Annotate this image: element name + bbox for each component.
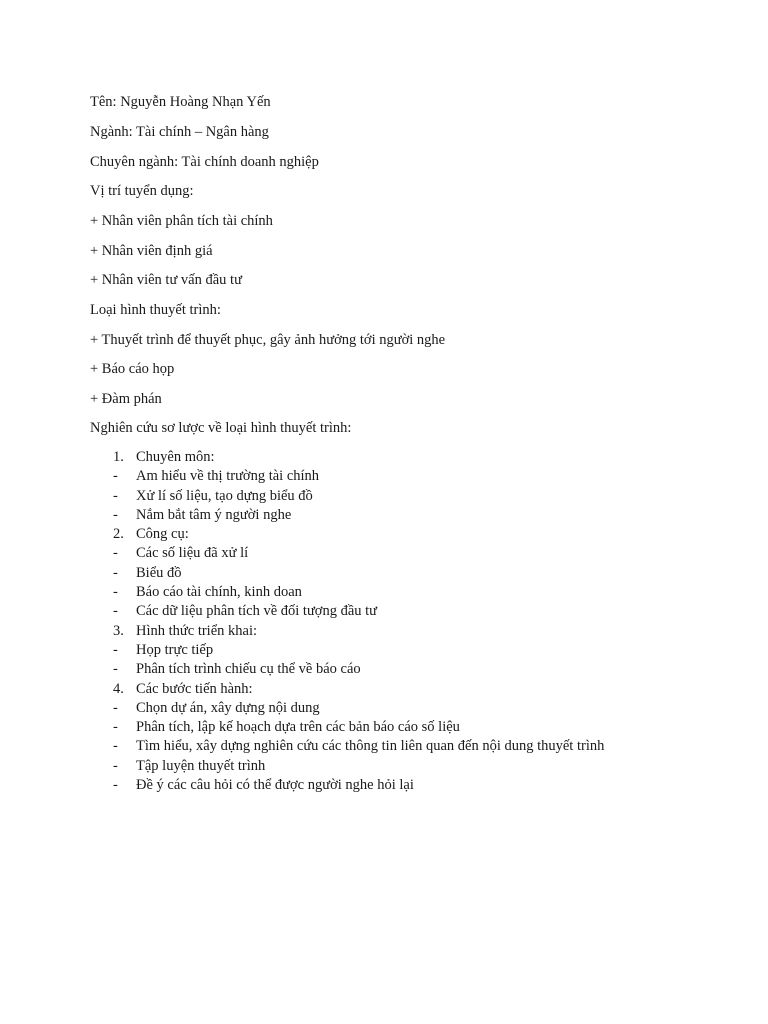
list-item <box>0 525 768 544</box>
position-item: + Nhân viên tư vấn đầu tư <box>90 272 242 288</box>
list-marker: - <box>113 719 118 736</box>
specialization-line: Chuyên ngành: Tài chính doanh nghiệp <box>90 154 319 170</box>
list-item <box>0 622 768 641</box>
list-marker: 1. <box>113 449 124 465</box>
list-item <box>0 641 768 660</box>
list-item-text: Phân tích, lập kế hoạch dựa trên các bản báo cáo số liệu <box>136 719 460 736</box>
presentation-type-item: + Đàm phán <box>90 391 162 407</box>
list-item-text: Các dữ liệu phân tích về đối tượng đầu tư <box>136 603 378 620</box>
list-item <box>0 564 768 583</box>
list-marker: - <box>113 699 118 716</box>
list-item <box>0 506 768 525</box>
list-item <box>0 467 768 486</box>
positions-heading: Vị trí tuyển dụng: <box>90 183 194 199</box>
list-marker: 4. <box>113 680 124 697</box>
presentation-type-item: + Báo cáo họp <box>90 361 175 377</box>
position-item: + Nhân viên định giá <box>90 243 213 259</box>
list-item-text: Hình thức triển khai: <box>136 622 258 639</box>
list-item-text: Tập luyện thuyết trình <box>136 757 266 774</box>
list-item <box>0 757 768 776</box>
list-item <box>0 487 768 506</box>
list-marker: - <box>113 603 118 620</box>
list-item <box>0 776 768 795</box>
list-item-text: Công cụ: <box>136 526 189 543</box>
major-line: Ngành: Tài chính – Ngân hàng <box>90 124 269 140</box>
list-marker: - <box>113 584 118 601</box>
list-item-text: Chuyên môn: <box>136 449 215 465</box>
presentation-types-heading: Loại hình thuyết trình: <box>90 302 221 318</box>
name-line: Tên: Nguyễn Hoàng Nhạn Yến <box>90 94 271 110</box>
list-item <box>0 544 768 563</box>
list-item-text: Họp trực tiếp <box>136 641 214 658</box>
list-marker: 2. <box>113 526 124 543</box>
list-marker: - <box>113 738 118 755</box>
list-marker: - <box>113 661 118 678</box>
list-item-text: Phân tích trình chiếu cụ thể về báo cáo <box>136 661 361 678</box>
list-marker: - <box>113 468 118 485</box>
list-item <box>0 680 768 699</box>
list-item <box>0 602 768 621</box>
list-item <box>0 699 768 718</box>
list-item-text: Các bước tiến hành: <box>136 680 253 697</box>
list-marker: 3. <box>113 622 124 639</box>
list-marker: - <box>113 487 118 504</box>
position-item: + Nhân viên phân tích tài chính <box>90 213 273 229</box>
list-item-text: Nắm bắt tâm ý người nghe <box>136 506 292 523</box>
list-item-text: Am hiểu về thị trường tài chính <box>136 468 320 485</box>
research-heading: Nghiên cứu sơ lược về loại hình thuyết trình: <box>90 420 352 436</box>
research-list <box>0 448 768 795</box>
list-item-text: Biểu đồ <box>136 564 182 581</box>
list-marker: - <box>113 641 118 658</box>
list-item-text: Xử lí số liệu, tạo dựng biểu đồ <box>136 487 313 504</box>
list-marker: - <box>113 506 118 523</box>
list-marker: - <box>113 564 118 581</box>
list-item <box>0 583 768 602</box>
list-item-text: Các số liệu đã xử lí <box>136 545 249 562</box>
list-item-text: Tìm hiểu, xây dựng nghiên cứu các thông tin liên quan đến nội dung thuyết trình <box>136 738 605 755</box>
list-marker: - <box>113 545 118 562</box>
list-item <box>0 660 768 679</box>
list-marker: - <box>113 777 118 794</box>
list-item <box>0 718 768 737</box>
list-item-text: Báo cáo tài chính, kinh doan <box>136 584 302 601</box>
list-item <box>0 448 768 467</box>
presentation-type-item: + Thuyết trình để thuyết phục, gây ảnh hưởng tới người nghe <box>90 332 446 348</box>
list-item-text: Đề ý các câu hỏi có thể được người nghe hỏi lại <box>136 777 414 794</box>
list-item <box>0 737 768 756</box>
list-item-text: Chọn dự án, xây dựng nội dung <box>136 699 320 716</box>
list-marker: - <box>113 757 118 774</box>
